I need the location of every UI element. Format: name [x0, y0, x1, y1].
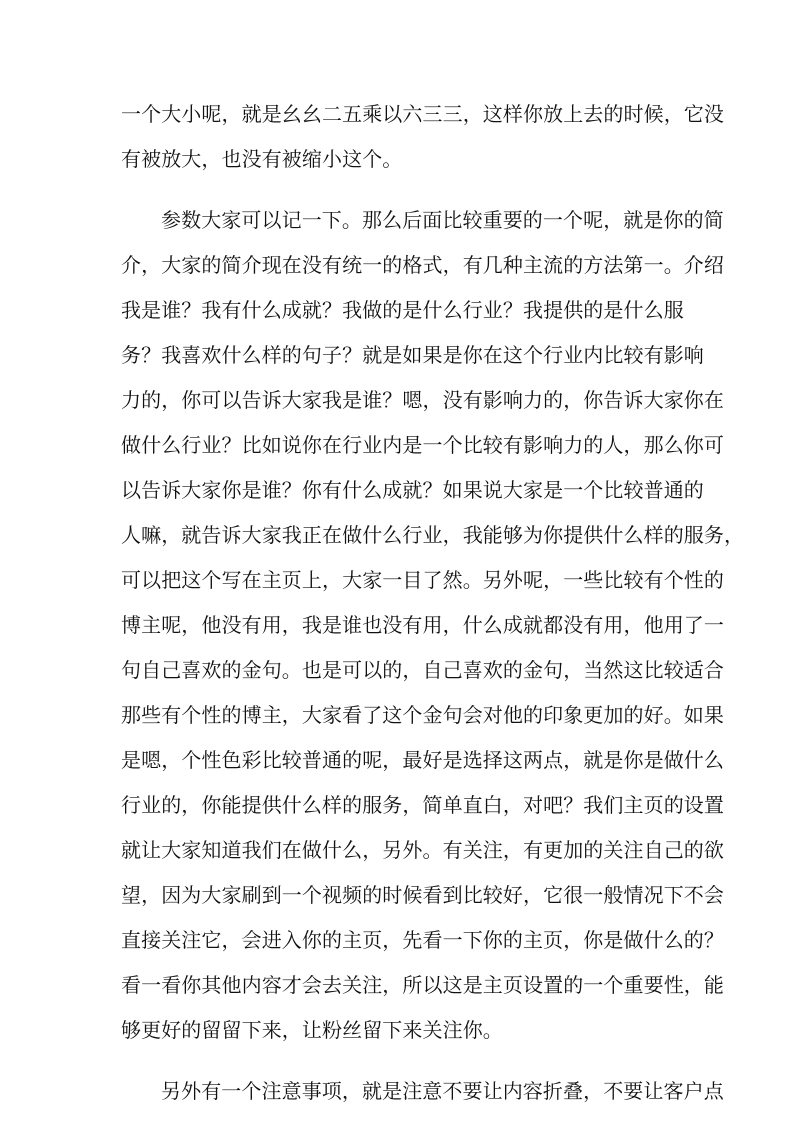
paragraph-2 [121, 198, 745, 1053]
text-line: 行业的，你能提供什么样的服务，简单直白，对吧？我们主页的设置 [121, 793, 724, 817]
text-line: 另外有一个注意事项，就是注意不要让内容折叠，不要让客户点 [161, 1079, 724, 1103]
text-line: 直接关注它，会进入你的主页，先看一下你的主页，你是做什么的？ [121, 928, 724, 952]
text-line: 那些有个性的博主，大家看了这个金句会对他的印象更加的好。如果 [121, 703, 724, 727]
text-line: 有被放大，也没有被缩小这个。 [121, 147, 403, 171]
text-line: 做什么行业？比如说你在行业内是一个比较有影响力的人，那么你可 [121, 433, 724, 457]
text-line: 博主呢，他没有用，我是谁也没有用，什么成就都没有用，他用了一 [121, 613, 724, 637]
text-line: 看一看你其他内容才会去关注，所以这是主页设置的一个重要性，能 [121, 973, 724, 997]
text-line: 可以把这个写在主页上，大家一目了然。另外呢，一些比较有个性的 [121, 568, 724, 592]
text-line: 句自己喜欢的金句。也是可以的，自己喜欢的金句，当然这比较适合 [121, 658, 724, 682]
text-line: 介，大家的简介现在没有统一的格式，有几种主流的方法第一。介绍 [121, 253, 724, 277]
paragraph-3 [121, 1069, 724, 1114]
text-line: 是嗯，个性色彩比较普通的呢，最好是选择这两点，就是你是做什么 [121, 748, 724, 772]
paragraph-1 [121, 92, 724, 182]
text-line: 参数大家可以记一下。那么后面比较重要的一个呢，就是你的简 [161, 208, 724, 232]
paragraph-spacer [121, 1053, 681, 1069]
text-line: 人嘛，就告诉大家我正在做什么行业，我能够为你提供什么样的服务， [121, 523, 745, 547]
text-line: 以告诉大家你是谁？你有什么成就？如果说大家是一个比较普通的 [121, 478, 704, 502]
text-line: 就让大家知道我们在做什么，另外。有关注，有更加的关注自己的欲 [121, 838, 724, 862]
text-line: 够更好的留留下来，让粉丝留下来关注你。 [121, 1018, 503, 1042]
text-line: 力的，你可以告诉大家我是谁？嗯，没有影响力的，你告诉大家你在 [121, 388, 724, 412]
text-line: 一个大小呢，就是幺幺二五乘以六三三，这样你放上去的时候，它没 [121, 102, 724, 126]
paragraph-spacer [121, 182, 681, 198]
text-line: 务？我喜欢什么样的句子？就是如果是你在这个行业内比较有影响 [121, 343, 704, 367]
text-line: 我是谁？我有什么成就？我做的是什么行业？我提供的是什么服 [121, 298, 684, 322]
document-body [121, 92, 745, 1114]
text-line: 望，因为大家刷到一个视频的时候看到比较好，它很一般情况下不会 [121, 883, 724, 907]
